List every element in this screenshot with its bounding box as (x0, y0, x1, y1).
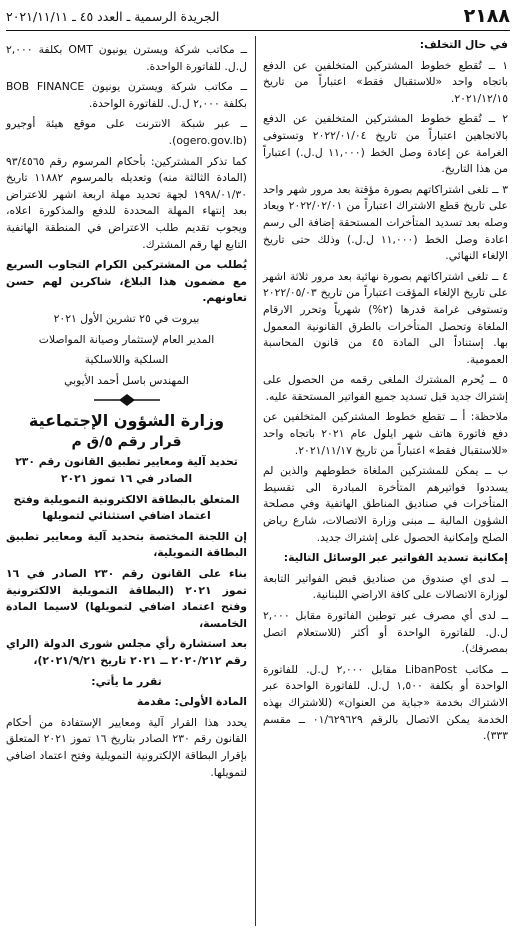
list-item: ــ لدى أي مصرف عبر توطين الفاتورة مقابل ٢,٠٠٠ ل.ل. للفاتورة الواحدة أو أكثر (للاستعلام اتصل بمصرفك). (263, 609, 508, 656)
page-number: ٢١٨٨ (463, 5, 510, 27)
reminder-paragraph: كما تذكر المشتركين: بأحكام المرسوم رقم ٩٣/٤٥٦٥ (المادة الثالثة منه) وتعديله بالمرسوم ١١٨٨٢ تاريخ ١٩٩٨/٠١/٣٠ لجهة تحديد مهلة اربعة اشهر للاعتراض بعد إنتهاء المهلة المحددة للدفع والمذكورة اعلاه، ويجوب تقديم طلب الاعتراض في المنطقة الهاتفية التابع لها رقم المشترك. (6, 154, 247, 251)
decides-line: تقرر ما يأتي: (91, 674, 162, 688)
page-header (6, 2, 510, 31)
signer-title: المدير العام لإستثمار وصيانة المواصلات (38, 332, 215, 346)
paragraph: ٤ ــ تلغى اشتراكاتهم بصورة نهائية بعد مرور ثلاثة اشهر على تاريخ الإلغاء المؤقت اعتباراً من تاريخ ٢٠٢٢/٠٥/٠٣ وتستوفى غرامة قدرها (٢%) شهرياً وتحرر الارقام الملغاة وتحصل المتأخرات بالطرق القانونية المعمول بها. إستناداً الى المادة ٤٥ من قانون المحاسبة العمومية. (263, 269, 508, 366)
section-title: في حال التخلف: (419, 38, 508, 51)
date-line: بيروت في ٢٥ تشرين الأول ٢٠٢١ (53, 311, 200, 325)
list-item: ــ لدى اي صندوق من صناديق قبض الفواتير التابعة لوزارة الاتصالات على كافة الاراضي اللبنانية. (263, 571, 508, 602)
ornament-icon (92, 393, 162, 407)
request-paragraph: يُطلب من المشتركين الكرام التجاوب السريع مع مضمون هذا البلاغ، شاكرين لهم حسن تعاونهم. (6, 258, 247, 305)
preamble-line: بعد استشارة رأي مجلس شورى الدولة (الراي رقم ٢٠٢٠/٢١٢ ــ ٢٠٢١ تاريخ ٢٠٢١/٩/٢١)، (6, 637, 247, 667)
preamble-line: بناء على القانون رقم ٢٣٠ الصادر في ١٦ تموز ٢٠٢١ (البطاقة التمويلية الالكترونية وفتح اعتماد اضافي لتمويلها) لاسيما المادة الخامسة، (6, 567, 247, 630)
paragraph: ٣ ــ تلغى اشتراكاتهم بصورة مؤقتة بعد مرور شهر واحد على تاريخ قطع الاشتراك اعتباراً من ٢٠٢٢/٠٢/٠١ ويعاد وصله بعد تسديد المتأخرات المستحقة إضافة الى رسم اعادة وصل الخط (١١,٠٠٠ ل.ل.) وذلك حتى تاريخ الإلغاء النهائي. (263, 182, 508, 263)
left-column (6, 42, 247, 785)
article-text: يحدد هذا القرار آلية ومعايير الإستفادة من أحكام القانون رقم ٢٣٠ الصادر بتاريخ ١٦ تموز ٢٠٢١ المتعلق بإقرار البطاقة الإلكترونية التمويلية وفتح اعتماد اضافي لتمويلها. (6, 715, 247, 779)
column-divider (255, 36, 256, 926)
paragraph: ملاحظة: أ ــ تقطع خطوط المشتركين المتخلفين عن دفع فاتورة هاتف شهر ايلول عام ٢٠٢١ باتجاه واحد «للاستقبال فقط» اعتباراً من تاريخ ٢٠٢١/١١/١٧. (263, 410, 508, 457)
list-item: ــ مكاتب شركة ويسترن يونيون BOB FINANCE بكلفة ٢,٠٠٠ ل.ل. للفاتورة الواحدة. (6, 80, 247, 110)
ornament-divider (6, 393, 247, 407)
decree-subject-2: المتعلق بالبطاقة الالكترونية التمويلية وفتح اعتماد اضافي استثنائي لتمويلها (13, 492, 240, 523)
decree-number: قرار رقم ٥/ق م (71, 433, 182, 450)
signer-name: المهندس باسل أحمد الأيوبي (64, 373, 189, 387)
paragraph: ١ ــ تُقطع خطوط المشتركين المتخلفين عن الدفع باتجاه واحد «للاستقبال فقط» اعتباراً من تاريخ ٢٠٢١/١٢/١٥. (263, 58, 508, 105)
list-item: ــ مكاتب شركة ويسترن يونيون OMT بكلفة ٢,٠٠٠ ل.ل. للفاتورة الواحدة. (6, 43, 247, 73)
list-item: ــ مكاتب LibanPost مقابل ٢,٠٠٠ ل.ل. للفاتورة الواحدة أو بكلفة ١,٥٠٠ ل.ل. للفاتورة الواحدة عبر الاشتراك بخدمة «جباية من العنوان» (للاشتراك بهذه الخدمة يمكن الاتصال بالرقم ٠١/٦٢٩٦٢٩ ــ مقسم ٣٣٣). (263, 662, 509, 743)
right-column (263, 37, 508, 749)
list-item: ــ عبر شبكة الانترنت على موقع هيئة أوجيرو (ogero.gov.lb). (6, 117, 247, 147)
paragraph: ٥ ــ يُحرم المشترك الملغى رقمه من الحصول على إشتراك جديد قبل تسديد جميع الفواتير المستحقة عليه. (263, 373, 508, 403)
article-title: المادة الأولى: مقدمة (136, 695, 247, 709)
decree-subject: تحديد آلية ومعايير تطبيق القانون رقم ٢٣٠ الصادر في ١٦ تموز ٢٠٢١ (15, 455, 238, 486)
ministry-title: وزارة الشؤون الإجتماعية (28, 411, 225, 431)
gazette-title: الجريدة الرسمية ـ العدد ٤٥ ـ ٢٠٢١/١١/١١ (6, 8, 220, 24)
payment-title: إمكانية تسديد الفواتير عبر الوسائل التالية: (283, 551, 508, 565)
signer-title: السلكية واللاسلكية (84, 353, 169, 367)
preamble-line: إن اللجنة المختصة بتحديد آلية ومعايير تطبيق البطاقة التمويلية، (6, 529, 247, 560)
paragraph: ٢ ــ تُقطع خطوط المشتركين المتخلفين عن الدفع بالاتجاهين اعتباراً من تاريخ ٢٠٢٢/٠١/٠٤ وتستوفى الغرامة عن إعادة وصل الخط (١١,٠٠٠ ل.ل.) اعتباراً من هذا التاريخ. (263, 112, 509, 176)
paragraph: ب ــ يمكن للمشتركين الملغاة خطوطهم والذين لم يسددوا فواتيرهم المتأخرة المبادرة الى تقسيط المتأخرات في صناديق المناطق الهاتفية وفي مصلحة الشؤون المالية ــ مبنى وزارة الاتصالات، شارع رياض الصلح وإمكانية الحصول على إشتراك جديد. (263, 464, 508, 544)
